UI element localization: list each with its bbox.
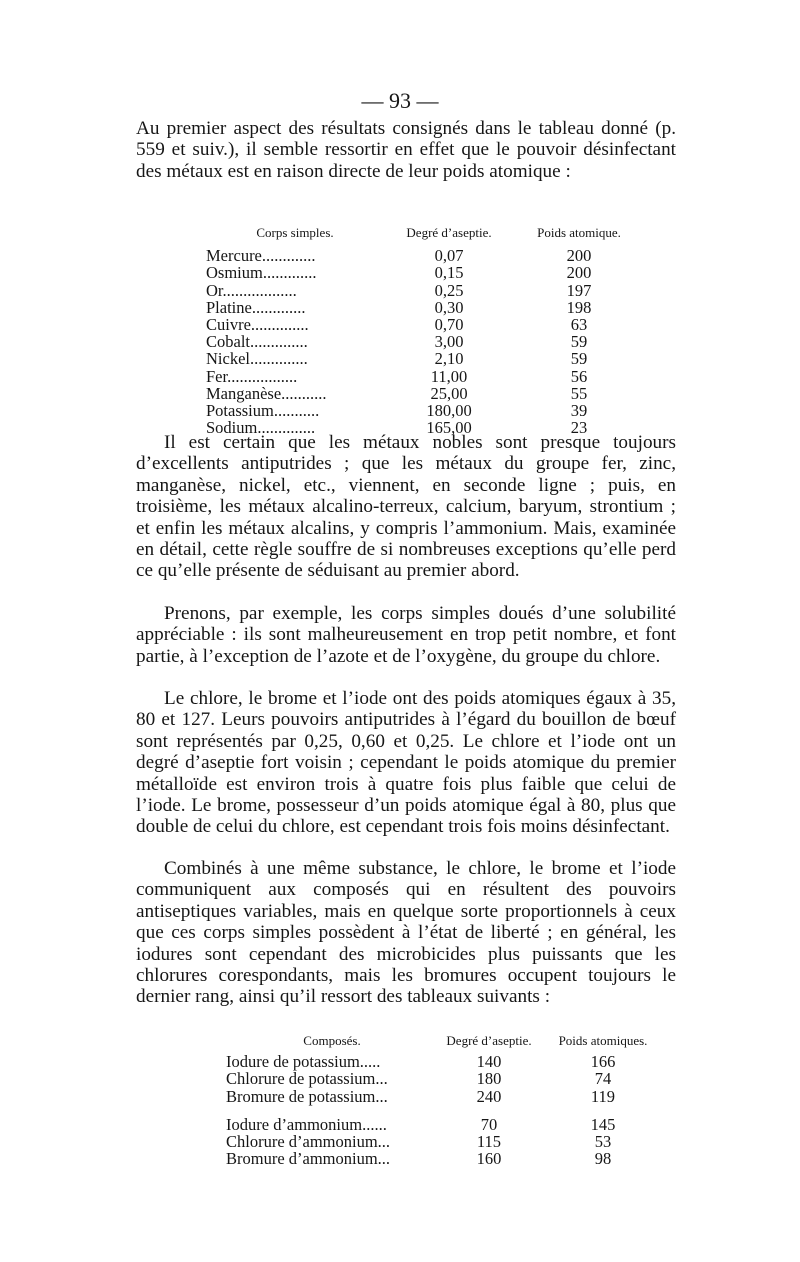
cell-degre: 70 [480, 1114, 498, 1134]
table-metals [206, 224, 644, 436]
cell-name: Potassium........... [206, 401, 320, 421]
cell-name: Sodium.............. [206, 418, 316, 438]
cell-poids: 23 [570, 418, 588, 438]
cell-poids: 98 [594, 1149, 612, 1169]
cell-degre: 3,00 [434, 332, 464, 352]
cell-name: Iodure d’ammonium...... [226, 1114, 387, 1134]
cell-degre: 160 [476, 1149, 502, 1169]
cell-name: Bromure de potassium... [226, 1086, 388, 1106]
column-header-poids: Poids atomiques. [558, 1033, 648, 1048]
cell-name: Iodure de potassium..... [226, 1052, 381, 1072]
cell-name: Platine............. [206, 297, 306, 317]
cell-name: Manganèse........... [206, 383, 327, 403]
paragraph-chlore-brome-iode: Le chlore, le brome et l’iode ont des poids atomiques égaux à 35, 80 et 127. Leurs pouvoirs antiputrides à l’égard du bouillon de bœuf sont représentés par 0,25, 0,60 et 0,25. Le chlore et l’iode ont un degré d’aseptie fort voisin ; cependant le poids atomique du premier métalloïde est environ trois à quatre fois plus faible que celui de l’iode. Le brome, possesseur d’un poids atomique égal à 80, plus que double de celui du chlore, est cependant trois fois moins désinfectant. [136, 688, 676, 838]
cell-name: Fer................. [206, 366, 298, 386]
table-row [206, 385, 644, 402]
table-row [206, 333, 644, 350]
cell-degre: 140 [476, 1052, 502, 1072]
cell-name: Nickel.............. [206, 349, 308, 369]
table-composes [226, 1032, 666, 1167]
cell-poids: 39 [570, 401, 588, 421]
column-header-degre: Degré d’aseptie. [406, 225, 492, 240]
column-header-corps: Corps simples. [256, 225, 334, 240]
table-row [226, 1105, 666, 1133]
column-header-poids: Poids atomique. [537, 225, 621, 240]
cell-degre: 0,70 [434, 315, 464, 335]
cell-name: Chlorure d’ammonium... [226, 1132, 391, 1152]
table-row [206, 368, 644, 385]
table-row [206, 402, 644, 419]
cell-poids: 59 [570, 349, 588, 369]
cell-degre: 240 [476, 1086, 502, 1106]
cell-degre: 180,00 [426, 401, 472, 421]
table-row [226, 1070, 666, 1087]
table-row [226, 1133, 666, 1150]
cell-poids: 119 [590, 1086, 616, 1106]
cell-poids: 198 [566, 297, 592, 317]
cell-poids: 53 [594, 1132, 612, 1152]
paragraph-metaux-nobles: Il est certain que les métaux nobles sont presque toujours d’excellents antiputrides ; que les métaux du groupe fer, zinc, manganèse, nickel, etc., viennent, en seconde ligne ; puis, en troisième, les métaux alcalino-terreux, calcium, baryum, strontium ; et enfin les métaux alcalins, y compris l’ammonium. Mais, examinée en détail, cette règle souffre de si nombreuses exceptions qu’elle perd ce qu’elle présente de séduisant au premier abord. [136, 432, 676, 582]
table-row [206, 299, 644, 316]
table-row [226, 1088, 666, 1105]
table-row [206, 350, 644, 367]
cell-poids: 56 [570, 366, 588, 386]
cell-name: Chlorure de potassium... [226, 1069, 388, 1089]
paragraph-intro: Au premier aspect des résultats consignés dans le tableau donné (p. 559 et suiv.), il semble ressortir en effet que le pouvoir désinfectant des métaux est en raison directe de leur poids atomique : [136, 118, 676, 182]
cell-degre: 2,10 [434, 349, 464, 369]
cell-degre: 0,07 [434, 246, 464, 266]
cell-name: Cobalt.............. [206, 332, 308, 352]
table-row [226, 1053, 666, 1070]
cell-poids: 166 [590, 1052, 616, 1072]
cell-poids: 197 [566, 280, 592, 300]
cell-degre: 115 [476, 1132, 502, 1152]
table-row [226, 1150, 666, 1167]
cell-degre: 11,00 [430, 366, 468, 386]
cell-degre: 0,30 [434, 297, 464, 317]
cell-degre: 180 [476, 1069, 502, 1089]
table-row [206, 316, 644, 333]
cell-degre: 25,00 [430, 383, 468, 403]
cell-name: Bromure d’ammonium... [226, 1149, 391, 1169]
cell-degre: 0,25 [434, 280, 464, 300]
cell-name: Or.................. [206, 280, 297, 300]
cell-name: Mercure............. [206, 246, 316, 266]
cell-poids: 200 [566, 246, 592, 266]
table-row [206, 264, 644, 281]
paragraph-combines: Combinés à une même substance, le chlore, le brome et l’iode communiquent aux composés qui en résultent des pouvoirs antiseptiques variables, mais en quelque sorte proportionnels à ceux que ces corps simples possèdent à l’état de liberté ; en général, les iodures sont cependant des microbicides plus puissants que les chlorures corespondants, mais les bromures occupent toujours le dernier rang, ainsi qu’il ressort des tableaux suivants : [136, 858, 676, 1008]
paragraph-prenons: Prenons, par exemple, les corps simples doués d’une solubilité appréciable : ils sont malheureusement en trop petit nombre, et font partie, à l’exception de l’azote et de l’oxygène, du groupe du chlore. [136, 603, 676, 667]
cell-degre: 0,15 [434, 263, 464, 283]
table-row [206, 282, 644, 299]
cell-poids: 200 [566, 263, 592, 283]
cell-degre: 165,00 [426, 418, 472, 438]
cell-poids: 59 [570, 332, 588, 352]
cell-poids: 145 [590, 1114, 616, 1134]
cell-poids: 55 [570, 383, 588, 403]
cell-name: Cuivre.............. [206, 315, 309, 335]
table-row [206, 247, 644, 264]
column-header-composes: Composés. [303, 1033, 361, 1048]
cell-poids: 63 [570, 315, 588, 335]
page-number: — 93 — [361, 88, 439, 113]
column-header-degre: Degré d’aseptie. [446, 1033, 532, 1048]
cell-name: Osmium............. [206, 263, 317, 283]
cell-poids: 74 [594, 1069, 612, 1089]
